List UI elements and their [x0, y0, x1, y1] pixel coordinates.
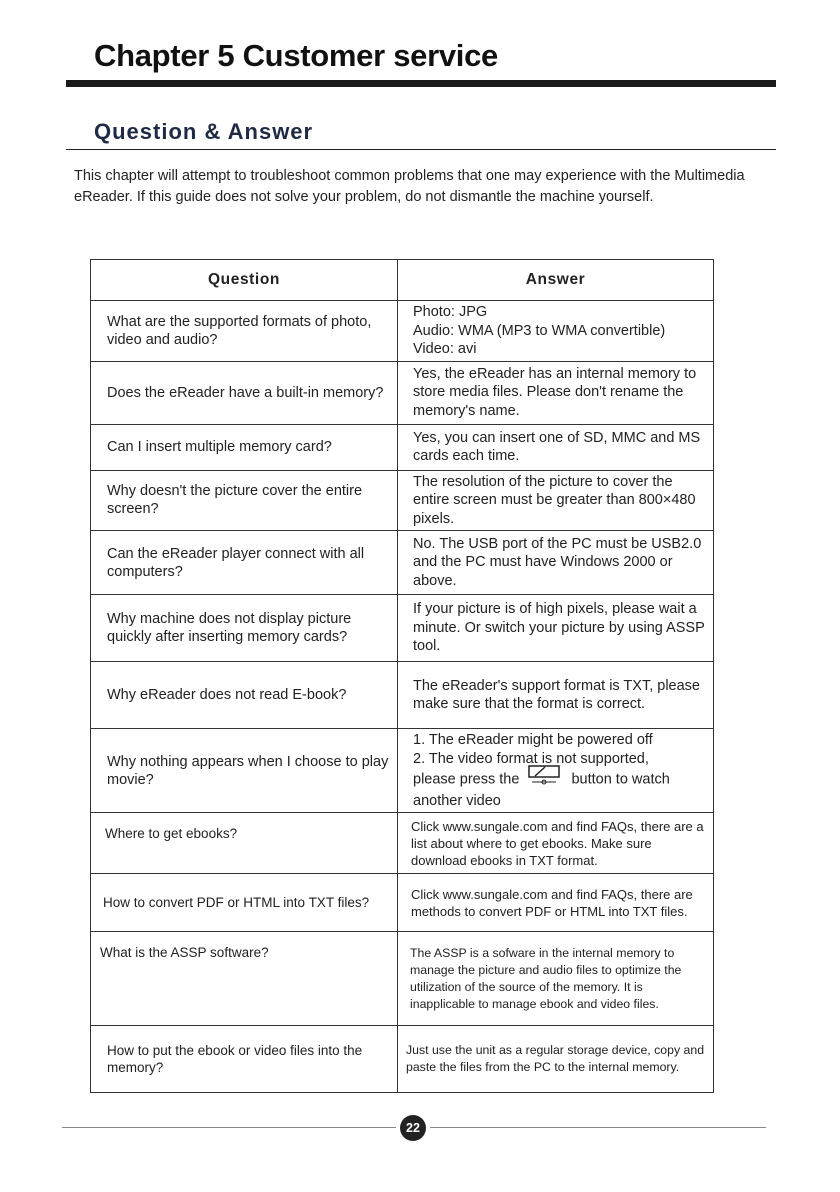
header-question: Question — [91, 260, 398, 301]
section-title: Question & Answer — [94, 119, 314, 144]
table-row — [91, 361, 714, 424]
header-answer: Answer — [398, 260, 714, 301]
answer-cell: The resolution of the picture to cover the entire screen must be greater than 800×480 pixels. — [398, 470, 714, 531]
answer-cell: If your picture is of high pixels, please wait a minute. Or switch your picture by using ASSP tool. — [398, 595, 714, 662]
answer-cell: Yes, the eReader has an internal memory to store media files. Please don't rename the memory's name. — [398, 361, 714, 424]
answer-line: 2. The video format is not supported, — [413, 750, 649, 767]
answer-cell: Photo: JPG Audio: WMA (MP3 to WMA convertible) Video: avi — [398, 301, 714, 362]
table-row — [91, 301, 714, 362]
answer-cell: Yes, you can insert one of SD, MMC and MS cards each time. — [398, 424, 714, 470]
qa-table — [90, 259, 714, 1093]
chapter-title: Chapter 5 Customer service — [94, 38, 498, 73]
chapter-rule — [66, 80, 776, 87]
table-row — [91, 424, 714, 470]
answer-cell: Just use the unit as a regular storage device, copy and paste the files from the PC to the internal memory. — [398, 1026, 714, 1093]
table-header-row — [91, 260, 714, 301]
table-row — [91, 932, 714, 1026]
answer-cell: The eReader's support format is TXT, please make sure that the format is correct. — [398, 662, 714, 729]
table-row — [91, 729, 714, 813]
answer-cell — [398, 729, 714, 813]
page-number: 22 — [400, 1115, 426, 1141]
question-cell: Why nothing appears when I choose to play movie? — [91, 729, 398, 813]
question-cell: What is the ASSP software? — [91, 932, 398, 1026]
question-cell: Why machine does not display picture quickly after inserting memory cards? — [91, 595, 398, 662]
question-cell: Can the eReader player connect with all computers? — [91, 531, 398, 595]
answer-cell: No. The USB port of the PC must be USB2.0 and the PC must have Windows 2000 or above. — [398, 531, 714, 595]
question-cell: How to convert PDF or HTML into TXT files? — [91, 874, 398, 932]
answer-cell: Click www.sungale.com and find FAQs, there are methods to convert PDF or HTML into TXT files. — [398, 874, 714, 932]
answer-cell: The ASSP is a sofware in the internal memory to manage the picture and audio files to optimize the utilization of the source of the memory. It is inapplicable to manage ebook and video files. — [398, 932, 714, 1026]
question-cell: Can I insert multiple memory card? — [91, 424, 398, 470]
footer-rule-right — [430, 1127, 766, 1128]
answer-line — [413, 768, 707, 792]
section-rule — [66, 149, 776, 150]
question-cell: Where to get ebooks? — [91, 813, 398, 874]
table-row — [91, 531, 714, 595]
intro-paragraph: This chapter will attempt to troubleshoot common problems that one may experience with the Multimedia eReader. If this guide does not solve your problem, do not dismantle the machine yourself. — [74, 168, 745, 205]
question-cell: Why eReader does not read E-book? — [91, 662, 398, 729]
footer-rule-left — [62, 1127, 396, 1128]
answer-text: button to watch — [571, 771, 670, 788]
answer-line: another video — [413, 792, 501, 809]
question-cell: Does the eReader have a built-in memory? — [91, 361, 398, 424]
answer-text: please press the — [413, 771, 520, 788]
table-row — [91, 470, 714, 531]
table-row — [91, 813, 714, 874]
table-row — [91, 595, 714, 662]
question-cell: Why doesn't the picture cover the entire screen? — [91, 470, 398, 531]
answer-line: 1. The eReader might be powered off — [413, 732, 653, 748]
question-cell: How to put the ebook or video files into the memory? — [91, 1026, 398, 1093]
back-button-icon — [527, 764, 561, 792]
table-row — [91, 874, 714, 932]
table-row — [91, 662, 714, 729]
question-cell: What are the supported formats of photo, video and audio? — [91, 301, 398, 362]
table-row — [91, 1026, 714, 1093]
answer-cell: Click www.sungale.com and find FAQs, there are a list about where to get ebooks. Make sure download ebooks in TXT format. — [398, 813, 714, 874]
